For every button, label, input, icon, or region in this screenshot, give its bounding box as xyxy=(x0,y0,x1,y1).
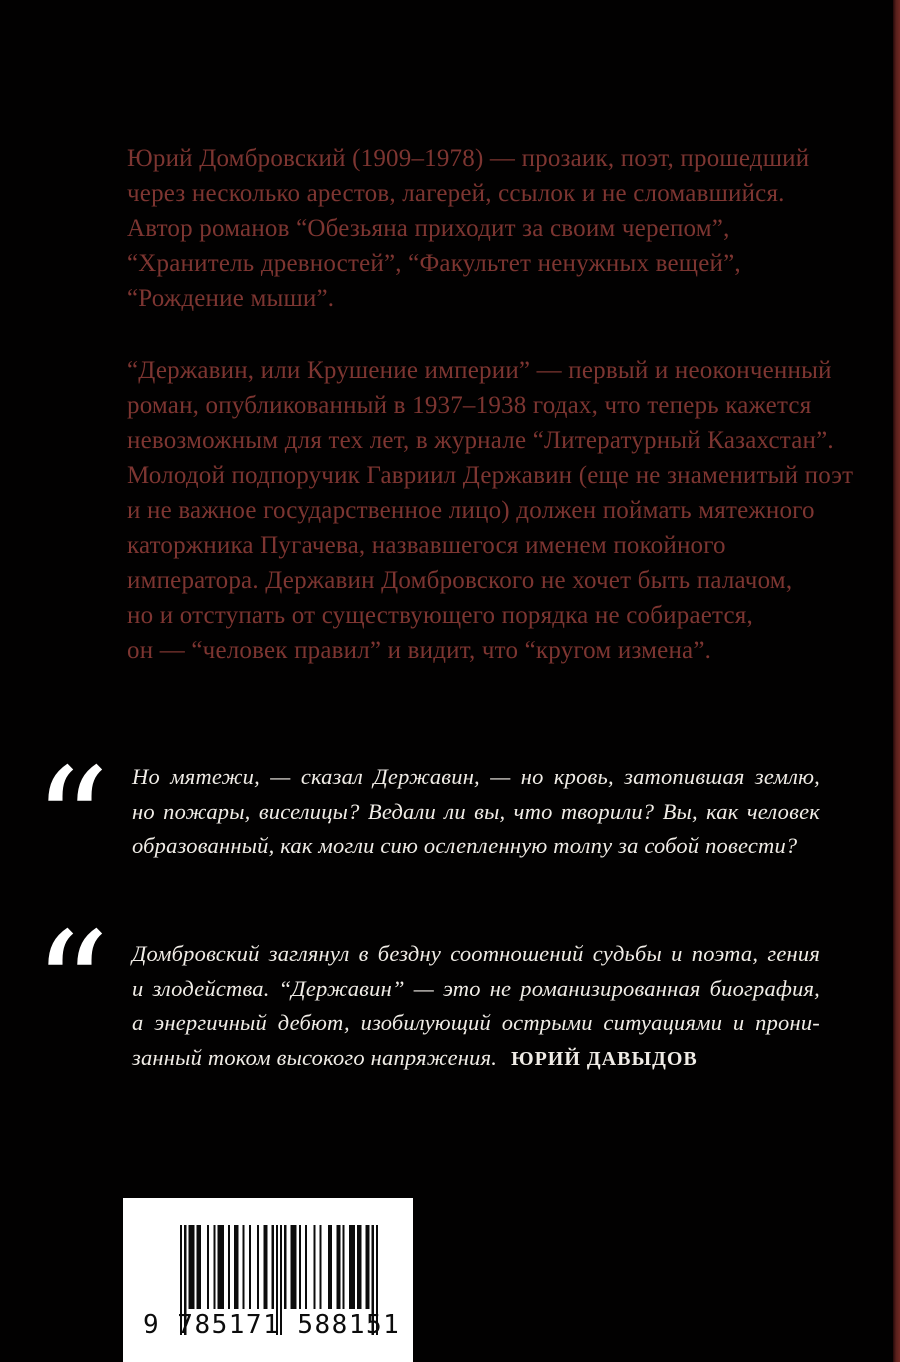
text-line: через несколько арестов, лагерей, ссылок и не сломавшийся. xyxy=(127,180,785,207)
text-line: Но мятежи, — сказал Державин, — но кровь, затопившая землю, xyxy=(132,764,820,789)
text-line: и злодейства. “Державин” — это не романизированная биография, xyxy=(132,975,820,1001)
text-line: “Хранитель древностей”, “Факультет ненужных вещей”, xyxy=(127,250,741,277)
author-bio-paragraph xyxy=(127,141,809,316)
text-line: императора. Державин Домбровского не хочет быть палачом, xyxy=(127,567,793,594)
text-line: каторжника Пугачева, назвавшегося именем покойного xyxy=(127,532,726,559)
text-line: Юрий Домбровский (1909–1978) — прозаик, поэт, прошедший xyxy=(127,145,810,172)
text-line: “Рождение мыши”. xyxy=(127,285,335,312)
spine-edge xyxy=(893,0,900,1362)
text-line: но пожары, виселицы? Ведали ли вы, что творили? Вы, как человек xyxy=(132,798,820,824)
text-line: Молодой подпоручик Гавриил Державин (еще не знаменитый поэт xyxy=(127,462,854,489)
review-quote xyxy=(132,937,820,1076)
quote-last-line: занный током высокого напряжения. xyxy=(132,1044,498,1070)
book-annotation-paragraph xyxy=(127,353,853,668)
text-line: образованный, как могли сию ослепленную толпу за собой повести? xyxy=(132,833,798,859)
book-excerpt-quote xyxy=(132,760,820,864)
text-line: но и отступать от существующего порядка не собирается, xyxy=(127,602,753,629)
isbn-barcode-label xyxy=(123,1198,413,1362)
text-line: “Державин, или Крушение империи” — первый и неоконченный xyxy=(127,357,832,384)
text-line: невозможным для тех лет, в журнале “Литературный Казахстан”. xyxy=(127,427,834,454)
text-line: и не важное государственное лицо) должен поймать мятежного xyxy=(127,497,815,524)
text-line: роман, опубликованный в 1937–1938 годах, что теперь кажется xyxy=(127,392,812,419)
text-line: он — “человек правил” и видит, что “кругом измена”. xyxy=(127,637,712,664)
text-line: Домбровский заглянул в бездну соотношений судьбы и поэта, гения xyxy=(132,941,820,966)
barcode-number: 9 785171 588151 xyxy=(143,1310,401,1340)
text-line xyxy=(132,1041,820,1077)
text-line: а энергичный дебют, изобилующий острыми ситуациями и прони- xyxy=(132,1010,820,1036)
opening-quote-icon: “ xyxy=(33,901,110,1075)
opening-quote-icon: “ xyxy=(33,737,110,911)
quote-attribution: ЮРИЙ ДАВЫДОВ xyxy=(511,1047,698,1070)
text-line: Автор романов “Обезьяна приходит за своим черепом”, xyxy=(127,215,730,242)
